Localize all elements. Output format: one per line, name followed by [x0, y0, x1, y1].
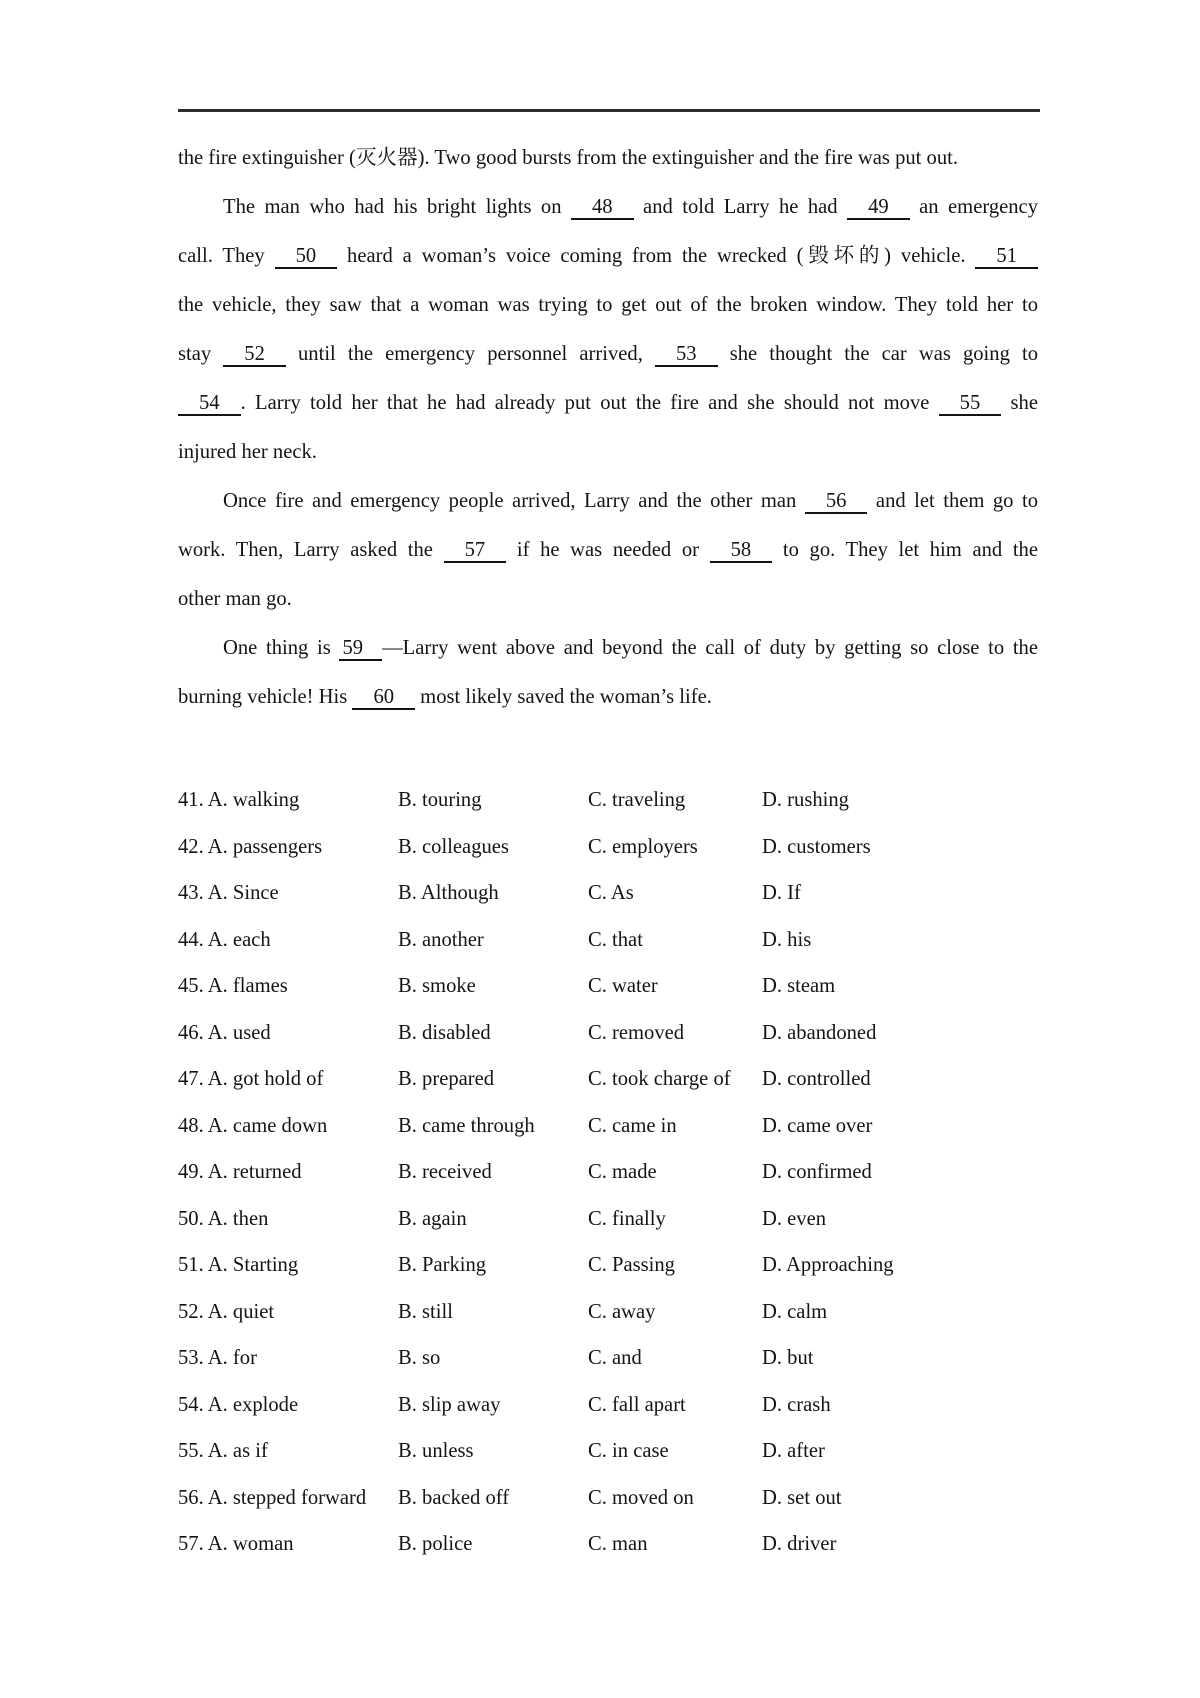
- passage-line: One thing is 59 —Larry went above and beyond the call of duty by getting so close to the: [223, 637, 1038, 659]
- question-51-option-c: C. Passing: [588, 1254, 675, 1276]
- question-43-option-b: B. Although: [398, 882, 499, 904]
- page-top-rule: [178, 109, 1040, 112]
- question-51-option-d: D. Approaching: [762, 1254, 894, 1276]
- question-42-option-c: C. employers: [588, 835, 698, 858]
- question-45-option-a: 45. A. flames: [178, 975, 288, 997]
- blank-55: 55: [939, 392, 1002, 416]
- question-43-option-d: D. If: [762, 882, 801, 904]
- question-49-option-b: B. received: [398, 1161, 492, 1183]
- question-49-option-c: C. made: [588, 1161, 657, 1183]
- question-42-option-d: D. customers: [762, 835, 871, 858]
- blank-52: 52: [223, 343, 286, 367]
- question-41-option-d: D. rushing: [762, 789, 849, 811]
- blank-51: 51: [975, 245, 1038, 269]
- question-49-option-d: D. confirmed: [762, 1161, 872, 1183]
- question-50-option-c: C. finally: [588, 1207, 666, 1230]
- blank-59: 59: [339, 637, 382, 661]
- question-56-option-a: 56. A. stepped forward: [178, 1486, 367, 1509]
- question-57-option-d: D. driver: [762, 1533, 837, 1555]
- blank-48: 48: [571, 196, 634, 220]
- question-44-option-b: B. another: [398, 928, 484, 951]
- page-content: [178, 134, 1038, 1568]
- question-55-option-b: B. unless: [398, 1440, 474, 1462]
- question-53-option-b: B. so: [398, 1347, 441, 1369]
- question-55-option-c: C. in case: [588, 1440, 669, 1462]
- question-46-option-c: C. removed: [588, 1021, 685, 1044]
- question-55-option-d: D. after: [762, 1440, 825, 1462]
- question-57-option-b: B. police: [398, 1533, 473, 1555]
- question-48-option-c: C. came in: [588, 1114, 677, 1137]
- question-53-option-d: D. but: [762, 1347, 814, 1369]
- paragraph: [178, 183, 1038, 477]
- blank-53: 53: [655, 343, 718, 367]
- question-44-option-c: C. that: [588, 928, 643, 951]
- question-43-option-c: C. As: [588, 882, 634, 904]
- question-42-option-b: B. colleagues: [398, 835, 509, 858]
- question-44-option-a: 44. A. each: [178, 928, 271, 951]
- question-54-option-a: 54. A. explode: [178, 1393, 299, 1416]
- question-42-option-a: 42. A. passengers: [178, 835, 323, 858]
- blank-60: 60: [352, 686, 415, 710]
- question-48-option-b: B. came through: [398, 1114, 535, 1137]
- question-56-option-c: C. moved on: [588, 1486, 694, 1509]
- question-50-option-d: D. even: [762, 1207, 827, 1230]
- question-41-option-b: B. touring: [398, 789, 482, 811]
- question-52-option-a: 52. A. quiet: [178, 1300, 275, 1323]
- question-57-option-a: 57. A. woman: [178, 1533, 294, 1555]
- question-48-option-a: 48. A. came down: [178, 1114, 328, 1137]
- passage-line: 54 . Larry told her that he had already put out the fire and she should not move 55 she: [178, 379, 1038, 428]
- passage-line: Once fire and emergency people arrived, Larry and the other man 56 and let them go to: [223, 490, 1038, 512]
- passage: [178, 134, 1038, 722]
- question-41-option-a: 41. A. walking: [178, 789, 300, 811]
- paragraph: [178, 624, 1038, 722]
- passage-line: call. They 50 heard a woman’s voice coming from the wrecked (毁坏的) vehicle. 51: [178, 232, 1038, 281]
- question-41-option-c: C. traveling: [588, 789, 686, 811]
- question-54-option-c: C. fall apart: [588, 1393, 686, 1416]
- question-53-option-c: C. and: [588, 1347, 642, 1369]
- question-47-option-a: 47. A. got hold of: [178, 1068, 324, 1090]
- question-48-option-d: D. came over: [762, 1114, 873, 1137]
- question-52-option-b: B. still: [398, 1300, 453, 1323]
- blank-57: 57: [444, 539, 507, 563]
- question-47-option-d: D. controlled: [762, 1068, 871, 1090]
- blank-58: 58: [710, 539, 773, 563]
- blank-50: 50: [275, 245, 338, 269]
- question-52-option-d: D. calm: [762, 1300, 828, 1323]
- paragraph: [178, 134, 1038, 183]
- blank-54: 54: [178, 392, 241, 416]
- question-46-option-a: 46. A. used: [178, 1021, 271, 1044]
- question-51-option-a: 51. A. Starting: [178, 1254, 299, 1276]
- question-45-option-d: D. steam: [762, 975, 836, 997]
- question-52-option-c: C. away: [588, 1300, 656, 1323]
- passage-line: The man who had his bright lights on 48 and told Larry he had 49 an emergency: [223, 196, 1038, 218]
- question-49-option-a: 49. A. returned: [178, 1161, 302, 1183]
- passage-line: work. Then, Larry asked the 57 if he was needed or 58 to go. They let him and the: [178, 539, 1038, 561]
- question-54-option-b: B. slip away: [398, 1393, 501, 1416]
- passage-line: injured her neck.: [178, 441, 317, 463]
- question-56-option-d: D. set out: [762, 1486, 842, 1509]
- blank-49: 49: [847, 196, 910, 220]
- passage-line: stay 52 until the emergency personnel arrived, 53 she thought the car was going to: [178, 343, 1039, 365]
- question-46-option-b: B. disabled: [398, 1021, 491, 1044]
- question-47-option-b: B. prepared: [398, 1068, 495, 1090]
- question-51-option-b: B. Parking: [398, 1254, 487, 1276]
- question-47-option-c: C. took charge of: [588, 1068, 731, 1090]
- question-46-option-d: D. abandoned: [762, 1021, 877, 1044]
- question-50-option-a: 50. A. then: [178, 1207, 269, 1230]
- question-54-option-d: D. crash: [762, 1393, 831, 1416]
- question-44-option-d: D. his: [762, 928, 812, 951]
- question-45-option-c: C. water: [588, 975, 658, 997]
- question-53-option-a: 53. A. for: [178, 1347, 257, 1369]
- question-50-option-b: B. again: [398, 1207, 467, 1230]
- passage-line: the fire extinguisher (灭火器). Two good bursts from the extinguisher and the fire was put out.: [178, 147, 959, 169]
- passage-line: other man go.: [178, 588, 292, 610]
- question-56-option-b: B. backed off: [398, 1486, 510, 1509]
- question-55-option-a: 55. A. as if: [178, 1440, 268, 1462]
- question-57-option-c: C. man: [588, 1533, 648, 1555]
- paragraph: [178, 477, 1038, 624]
- blank-56: 56: [805, 490, 868, 514]
- passage-line: burning vehicle! His 60 most likely saved the woman’s life.: [178, 686, 712, 708]
- options-table: [178, 777, 1038, 1568]
- question-45-option-b: B. smoke: [398, 975, 476, 997]
- passage-line: the vehicle, they saw that a woman was trying to get out of the broken window. They told her to: [178, 294, 1038, 316]
- question-43-option-a: 43. A. Since: [178, 882, 279, 904]
